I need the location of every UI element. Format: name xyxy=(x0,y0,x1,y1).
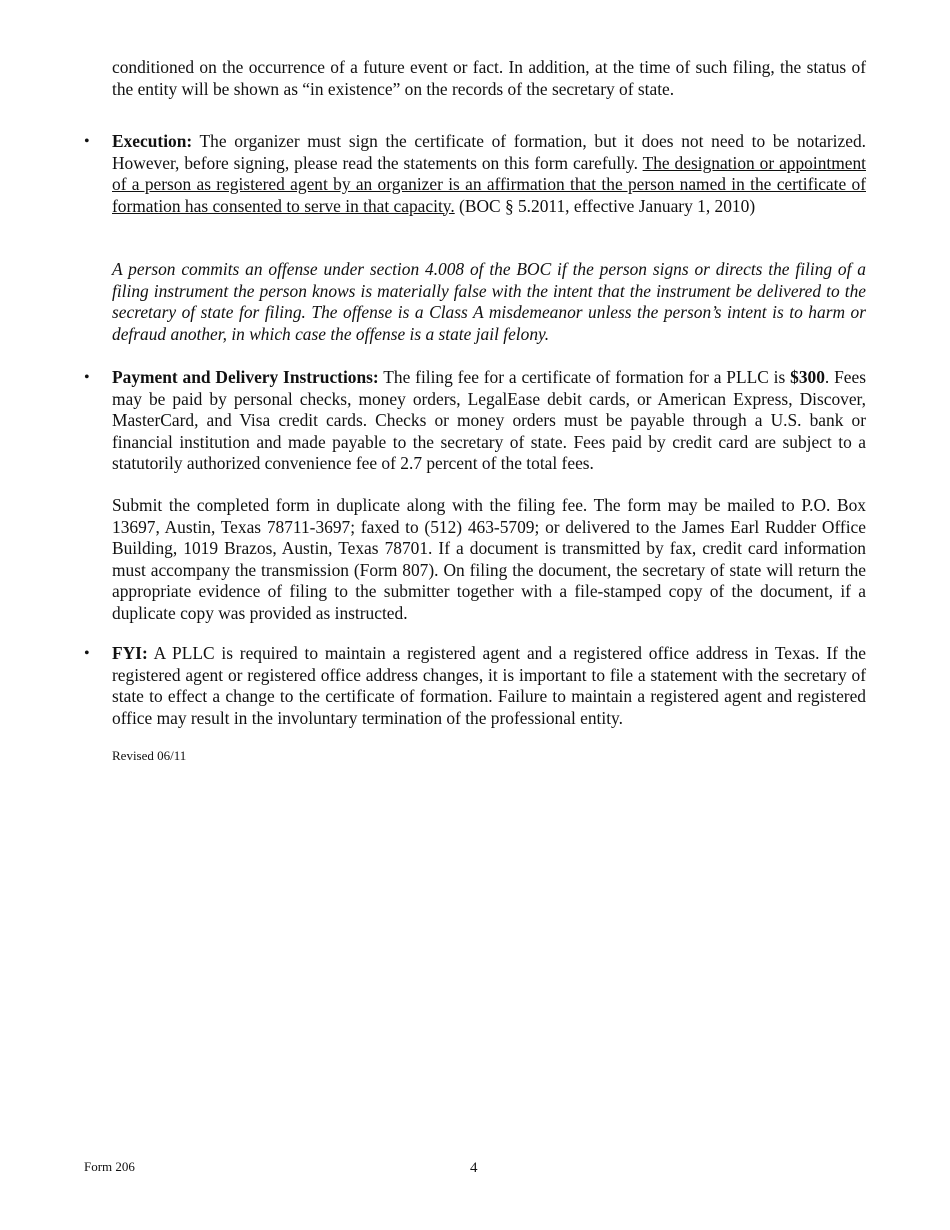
fyi-bullet: • xyxy=(84,645,90,662)
execution-paragraph xyxy=(112,131,866,217)
registered-agent-affirmation: The designation or appointment of a person as registered agent by an organizer is an affirmation that the person named in the certificate of formation has consented to serve in that capacity. xyxy=(112,152,867,216)
fyi-paragraph xyxy=(112,643,866,729)
fyi-text: A PLLC is required to maintain a registered agent and a registered office address in Texas. If the registered agent or registered office address changes, it is important to file a statement with the secretary of state to effect a change to the certificate of formation. Failure to maintain a registered agent and registered office may result in the involuntary termination of the professional entity. xyxy=(112,643,866,728)
payment-paragraph xyxy=(112,367,866,475)
execution-text: The organizer must sign the certificate of formation, but it does not need to be notarized. However, before signing, please read the statements on this form carefully. xyxy=(112,131,866,173)
payment-bullet: • xyxy=(84,369,90,386)
fyi-heading: FYI: xyxy=(112,643,148,663)
form-number: Form 206 xyxy=(84,1159,135,1174)
payment-methods-text: . Fees may be paid by personal checks, money orders, LegalEase debit cards, or American Express, Discover, MasterCard, and Visa credit cards. Checks or money orders must be payable through a U.S. bank or financial institution and made payable to the secretary of state. Fees paid by credit card are subject to a statutorily authorized convenience fee of 2.7 percent of the total fees. xyxy=(112,367,867,473)
offense-warning-paragraph: A person commits an offense under section 4.008 of the BOC if the person signs or directs the filing of a filing instrument the person knows is materially false with the intent that the instrument be delivered to the secretary of state for filing. The offense is a Class A misdemeanor unless the person’s intent is to harm or defraud another, in which case the offense is a state jail felony. xyxy=(112,259,866,344)
submit-instructions-paragraph: Submit the completed form in duplicate along with the filing fee. The form may be mailed to P.O. Box 13697, Austin, Texas 78711-3697; faxed to (512) 463-5709; or delivered to the James Earl Rudder Office Building, 1019 Brazos, Austin, Texas 78701. If a document is transmitted by fax, credit card information must accompany the transmission (Form 807). On filing the document, the secretary of state will return the appropriate evidence of filing to the submitter together with a file-stamped copy of the document, if a duplicate copy was provided as instructed. xyxy=(112,495,866,623)
execution-bullet: • xyxy=(84,133,90,150)
page-number: 4 xyxy=(470,1160,478,1176)
intro-continuation-paragraph: conditioned on the occurrence of a future event or fact. In addition, at the time of such filing, the status of the entity will be shown as “in existence” on the records of the secretary of state. xyxy=(112,57,866,99)
execution-heading: Execution: xyxy=(112,131,193,151)
execution-citation: (BOC § 5.2011, effective January 1, 2010) xyxy=(454,195,756,216)
revision-date: Revised 06/11 xyxy=(112,748,187,763)
payment-text: The filing fee for a certificate of formation for a PLLC is xyxy=(378,367,791,387)
payment-heading: Payment and Delivery Instructions: xyxy=(112,367,379,387)
filing-fee: $300 xyxy=(790,367,825,387)
